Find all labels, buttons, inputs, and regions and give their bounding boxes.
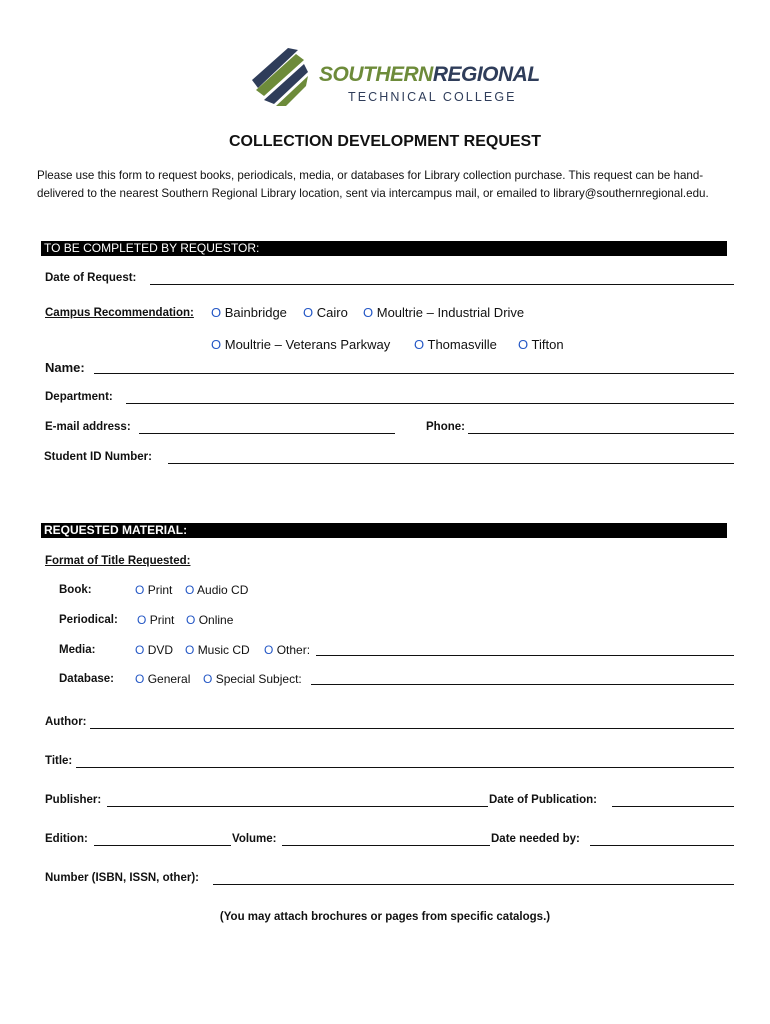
department-field[interactable] bbox=[126, 403, 734, 404]
date-of-request-field[interactable] bbox=[150, 284, 734, 285]
phone-label: Phone: bbox=[426, 421, 465, 433]
campus-option-bainbridge[interactable]: O Bainbridge bbox=[211, 305, 287, 320]
page-title: COLLECTION DEVELOPMENT REQUEST bbox=[228, 133, 541, 150]
radio-circle-icon: O bbox=[137, 613, 147, 627]
publication-date-label: Date of Publication: bbox=[489, 794, 597, 806]
email-field[interactable] bbox=[139, 433, 395, 434]
phone-field[interactable] bbox=[468, 433, 734, 434]
periodical-label: Periodical: bbox=[59, 614, 118, 626]
date-of-request-label: Date of Request: bbox=[45, 272, 137, 284]
database-special-subject-field[interactable] bbox=[311, 684, 734, 685]
media-label: Media: bbox=[59, 644, 96, 656]
email-label: E-mail address: bbox=[45, 421, 131, 433]
department-label: Department: bbox=[45, 391, 113, 403]
edition-field[interactable] bbox=[94, 845, 231, 846]
radio-circle-icon: O bbox=[518, 337, 529, 352]
radio-circle-icon: O bbox=[135, 583, 145, 597]
database-option-general[interactable]: O General bbox=[135, 672, 191, 686]
publisher-label: Publisher: bbox=[45, 794, 102, 806]
radio-circle-icon: O bbox=[414, 337, 425, 352]
requestor-section-header: TO BE COMPLETED BY REQUESTOR: bbox=[41, 241, 727, 256]
intro-text: Please use this form to request books, periodicals, media, or databases for Library collection purchase. This request can be hand-delivered to the nearest Southern Regional Library location, sent via intercampus mail, or emailed to library@southernregional.edu. bbox=[37, 169, 709, 200]
radio-circle-icon: O bbox=[211, 337, 222, 352]
author-field[interactable] bbox=[90, 728, 734, 729]
campus-option-thomasville[interactable]: O Thomasville bbox=[414, 337, 497, 352]
campus-option-tifton[interactable]: O Tifton bbox=[518, 337, 564, 352]
radio-circle-icon: O bbox=[264, 643, 274, 657]
radio-circle-icon: O bbox=[363, 305, 374, 320]
number-label: Number (ISBN, ISSN, other): bbox=[45, 872, 199, 884]
student-id-field[interactable] bbox=[168, 463, 734, 464]
campus-option-cairo[interactable]: O Cairo bbox=[303, 305, 348, 320]
media-option-other[interactable]: O Other: bbox=[264, 643, 311, 657]
radio-circle-icon: O bbox=[185, 643, 195, 657]
radio-circle-icon: O bbox=[135, 672, 145, 686]
radio-circle-icon: O bbox=[186, 613, 196, 627]
logo-swoosh-icon bbox=[249, 46, 309, 106]
title-label: Title: bbox=[45, 755, 73, 767]
campus-recommendation-label: Campus Recommendation: bbox=[45, 307, 194, 319]
book-label: Book: bbox=[59, 584, 92, 596]
campus-option-moultrie-veterans[interactable]: O Moultrie – Veterans Parkway bbox=[211, 337, 391, 352]
title-field[interactable] bbox=[76, 767, 734, 768]
author-label: Author: bbox=[45, 716, 87, 728]
logo-name: SOUTHERNREGIONAL bbox=[319, 63, 540, 86]
name-label: Name: bbox=[45, 360, 85, 375]
material-section-header: REQUESTED MATERIAL: bbox=[41, 523, 727, 538]
periodical-option-online[interactable]: O Online bbox=[186, 613, 234, 627]
radio-circle-icon: O bbox=[303, 305, 314, 320]
name-field[interactable] bbox=[94, 373, 734, 374]
attachment-note: (You may attach brochures or pages from specific catalogs.) bbox=[219, 911, 551, 923]
edition-label: Edition: bbox=[45, 833, 88, 845]
radio-circle-icon: O bbox=[135, 643, 145, 657]
database-option-special-subject[interactable]: O Special Subject: bbox=[203, 672, 302, 686]
format-label: Format of Title Requested: bbox=[45, 555, 191, 567]
media-other-field[interactable] bbox=[316, 655, 734, 656]
date-needed-field[interactable] bbox=[590, 845, 734, 846]
radio-circle-icon: O bbox=[185, 583, 195, 597]
media-option-dvd[interactable]: O DVD bbox=[135, 643, 174, 657]
book-option-audio-cd[interactable]: O Audio CD bbox=[185, 583, 249, 597]
date-needed-label: Date needed by: bbox=[491, 833, 580, 845]
periodical-option-print[interactable]: O Print bbox=[137, 613, 175, 627]
publication-date-field[interactable] bbox=[612, 806, 734, 807]
number-field[interactable] bbox=[213, 884, 734, 885]
student-id-label: Student ID Number: bbox=[44, 451, 152, 463]
volume-label: Volume: bbox=[232, 833, 277, 845]
campus-option-moultrie-industrial[interactable]: O Moultrie – Industrial Drive bbox=[363, 305, 525, 320]
publisher-field[interactable] bbox=[107, 806, 488, 807]
book-option-print[interactable]: O Print bbox=[135, 583, 173, 597]
radio-circle-icon: O bbox=[203, 672, 213, 686]
database-label: Database: bbox=[59, 673, 114, 685]
media-option-music-cd[interactable]: O Music CD bbox=[185, 643, 250, 657]
logo-subtitle: TECHNICAL COLLEGE bbox=[348, 90, 517, 104]
radio-circle-icon: O bbox=[211, 305, 222, 320]
volume-field[interactable] bbox=[282, 845, 490, 846]
